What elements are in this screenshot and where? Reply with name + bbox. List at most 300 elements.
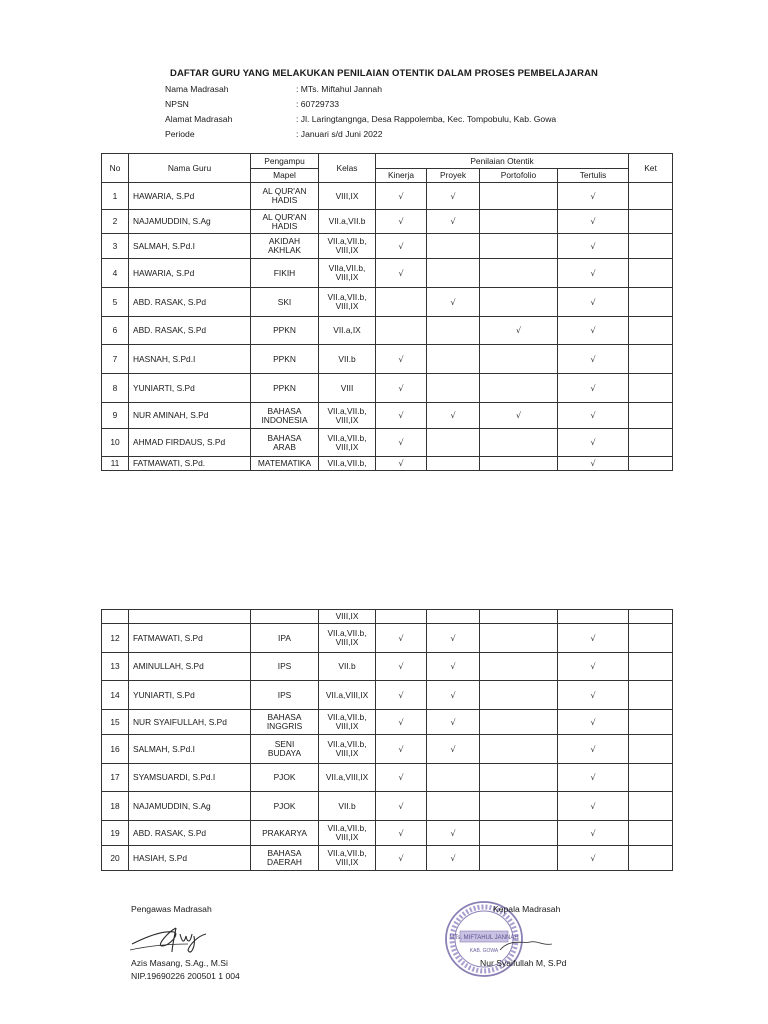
kepala-name: Nur Syaifullah M, S.Pd (480, 958, 567, 968)
cell-kelas-line: VII.a,VII.b, (327, 405, 367, 416)
cell-tertulis: √ (558, 429, 629, 457)
cell-mapel-line: ARAB (273, 441, 296, 452)
header-no: No (102, 154, 129, 183)
cell-mapel-line: BUDAYA (267, 748, 302, 758)
cell-kelas (319, 234, 376, 259)
cell-nama-guru: ABD. RASAK, S.Pd (129, 821, 251, 846)
cell-no: 12 (102, 624, 129, 653)
cell-tertulis: √ (558, 183, 629, 210)
table-row (102, 792, 673, 821)
info-row-nama-madrasah (165, 82, 556, 97)
cell-kinerja: √ (376, 345, 427, 374)
cell-proyek (427, 345, 480, 374)
cell-ket (629, 429, 673, 457)
cell-portofolio (480, 764, 558, 792)
cell-nama-guru: NAJAMUDDIN, S.Ag (129, 792, 251, 821)
cell-kelas-line: VIII,IX (335, 748, 359, 758)
info-value: : Jl. Laringtangnga, Desa Rappolemba, Kec. Tompobulu, Kab. Gowa (296, 114, 557, 124)
cell-proyek: √ (427, 821, 480, 846)
cell-kelas-line: VII.a,VII.b, (327, 823, 367, 833)
cell-kelas (319, 288, 376, 317)
cell-portofolio (480, 457, 558, 471)
cell-tertulis: √ (558, 710, 629, 735)
table-row (102, 234, 673, 259)
cell-ket (629, 259, 673, 288)
cell-mapel-line: DAERAH (267, 857, 302, 867)
cell-portofolio (480, 710, 558, 735)
cell-kelas-line: VII.a,VII.b, (327, 236, 367, 246)
cell-kelas-line: VIII (340, 382, 354, 393)
cell-portofolio (480, 846, 558, 871)
cell-tertulis: √ (558, 403, 629, 429)
cell-mapel (251, 792, 319, 821)
cell-no: 8 (102, 374, 129, 403)
cell-kinerja (376, 610, 427, 624)
cell-proyek: √ (427, 710, 480, 735)
teacher-table-page-1 (101, 153, 673, 471)
header-tertulis: Tertulis (558, 169, 629, 183)
cell-kelas-line: VII.a,VII.b, (327, 848, 367, 858)
cell-nama-guru: FATMAWATI, S.Pd. (129, 457, 251, 471)
cell-proyek (427, 317, 480, 345)
cell-no: 9 (102, 403, 129, 429)
table-row (102, 624, 673, 653)
cell-proyek: √ (427, 681, 480, 710)
cell-proyek (427, 374, 480, 403)
cell-nama-guru: AMINULLAH, S.Pd (129, 653, 251, 681)
cell-tertulis: √ (558, 288, 629, 317)
cell-tertulis: √ (558, 735, 629, 764)
cell-no: 5 (102, 288, 129, 317)
cell-kelas (319, 210, 376, 234)
cell-kinerja: √ (376, 710, 427, 735)
cell-kinerja: √ (376, 183, 427, 210)
cell-kelas (319, 403, 376, 429)
cell-no: 20 (102, 846, 129, 871)
cell-nama-guru: NUR SYAIFULLAH, S.Pd (129, 710, 251, 735)
cell-proyek: √ (427, 846, 480, 871)
info-row-periode (165, 127, 556, 142)
cell-kelas-line: VIII,IX (335, 190, 359, 201)
cell-nama-guru: YUNIARTI, S.Pd (129, 681, 251, 710)
table-row (102, 403, 673, 429)
cell-kinerja: √ (376, 374, 427, 403)
cell-mapel (251, 735, 319, 764)
cell-kelas-line: VII.b (338, 800, 356, 811)
cell-nama-guru: SYAMSUARDI, S.Pd.I (129, 764, 251, 792)
cell-tertulis: √ (558, 764, 629, 792)
cell-kelas (319, 653, 376, 681)
cell-kelas (319, 821, 376, 846)
cell-ket (629, 345, 673, 374)
cell-nama-guru: HASNAH, S.Pd.I (129, 345, 251, 374)
cell-kinerja: √ (376, 234, 427, 259)
table-row (102, 429, 673, 457)
cell-mapel (251, 821, 319, 846)
header-portofolio: Portofolio (480, 169, 558, 183)
cell-ket (629, 624, 673, 653)
cell-mapel-line: INGGRIS (266, 721, 303, 731)
cell-nama-guru: HAWARIA, S.Pd (129, 259, 251, 288)
info-value: : MTs. Miftahul Jannah (296, 84, 382, 94)
cell-mapel (251, 183, 319, 210)
cell-kelas (319, 259, 376, 288)
cell-ket (629, 288, 673, 317)
cell-portofolio (480, 792, 558, 821)
cell-kelas (319, 735, 376, 764)
cell-kelas-line: VIII,IX (335, 441, 359, 452)
cell-proyek (427, 429, 480, 457)
header-kelas: Kelas (319, 154, 376, 183)
cell-mapel-line: BAHASA (267, 848, 302, 858)
cell-nama-guru: ABD. RASAK, S.Pd (129, 288, 251, 317)
table-row (102, 317, 673, 345)
cell-mapel-line: SKI (277, 296, 292, 307)
cell-proyek: √ (427, 653, 480, 681)
cell-kelas-line: VIII,IX (335, 721, 359, 731)
cell-portofolio (480, 183, 558, 210)
cell-portofolio: √ (480, 317, 558, 345)
cell-ket (629, 792, 673, 821)
cell-kelas-line: VII.a,VIII,IX (325, 772, 369, 782)
header-kinerja: Kinerja (376, 169, 427, 183)
cell-mapel-line: AL QUR'AN (262, 186, 307, 196)
cell-kelas (319, 624, 376, 653)
cell-nama-guru: SALMAH, S.Pd.I (129, 234, 251, 259)
info-row-alamat (165, 112, 556, 127)
cell-kelas-line: VII.b (338, 353, 356, 364)
cell-mapel-line: SENI (274, 739, 295, 749)
kepala-role: Kepala Madrasah (493, 904, 561, 914)
cell-tertulis: √ (558, 374, 629, 403)
cell-mapel (251, 653, 319, 681)
cell-kelas-line: VIIa,VII.b, (328, 263, 366, 273)
cell-ket (629, 457, 673, 471)
cell-kelas (319, 183, 376, 210)
table-row (102, 210, 673, 234)
cell-kinerja: √ (376, 653, 427, 681)
cell-ket (629, 846, 673, 871)
cell-tertulis: √ (558, 624, 629, 653)
cell-portofolio (480, 735, 558, 764)
cell-kinerja: √ (376, 210, 427, 234)
teacher-table-page-2 (101, 609, 673, 871)
cell-kelas-line: VII.a,VII.b, (327, 739, 367, 749)
cell-mapel-line: BAHASA (267, 405, 302, 416)
cell-kelas-line: VII.a,VII.b, (327, 712, 367, 722)
cell-tertulis (558, 610, 629, 624)
cell-nama-guru: HAWARIA, S.Pd (129, 183, 251, 210)
header-pengampu: Pengampu (251, 154, 319, 169)
svg-text:KAB. GOWA: KAB. GOWA (469, 948, 499, 954)
cell-mapel-line: PJOK (273, 772, 296, 782)
cell-mapel (251, 457, 319, 471)
cell-no: 15 (102, 710, 129, 735)
cell-proyek (427, 792, 480, 821)
cell-nama-guru: ABD. RASAK, S.Pd (129, 317, 251, 345)
cell-kelas-line: VIII,IX (335, 611, 359, 621)
header-ket: Ket (629, 154, 673, 183)
cell-nama-guru: YUNIARTI, S.Pd (129, 374, 251, 403)
cell-mapel-line: HADIS (271, 195, 298, 205)
cell-no: 13 (102, 653, 129, 681)
cell-portofolio (480, 610, 558, 624)
table-row (102, 345, 673, 374)
cell-tertulis: √ (558, 457, 629, 471)
cell-kinerja: √ (376, 792, 427, 821)
cell-ket (629, 403, 673, 429)
cell-portofolio (480, 210, 558, 234)
document-title: DAFTAR GURU YANG MELAKUKAN PENILAIAN OTENTIK DALAM PROSES PEMBELAJARAN (169, 68, 598, 79)
cell-ket (629, 821, 673, 846)
cell-mapel-line: IPS (277, 661, 292, 671)
table-row (102, 653, 673, 681)
cell-kinerja: √ (376, 821, 427, 846)
cell-mapel-line: AKHLAK (267, 245, 302, 255)
cell-kelas-line: VII.b (338, 661, 356, 671)
cell-tertulis: √ (558, 234, 629, 259)
pengawas-name: Azis Masang, S.Ag., M.Si (131, 958, 228, 968)
cell-kelas-line: VII.a,VII.b, (327, 292, 367, 302)
cell-no: 16 (102, 735, 129, 764)
cell-kelas (319, 710, 376, 735)
cell-portofolio: √ (480, 403, 558, 429)
cell-mapel (251, 259, 319, 288)
table-row (102, 183, 673, 210)
cell-kelas-line: VIII,IX (335, 832, 359, 842)
cell-kelas-line: VIII,IX (335, 857, 359, 867)
table-row (102, 821, 673, 846)
cell-ket (629, 681, 673, 710)
cell-mapel (251, 234, 319, 259)
cell-nama-guru: NUR AMINAH, S.Pd (129, 403, 251, 429)
cell-kelas-line: VIII,IX (335, 272, 359, 282)
cell-mapel-line: PPKN (273, 325, 296, 335)
cell-portofolio (480, 345, 558, 374)
cell-mapel-line: PJOK (273, 800, 296, 811)
cell-kinerja: √ (376, 735, 427, 764)
cell-nama-guru: HASIAH, S.Pd (129, 846, 251, 871)
cell-no: 18 (102, 792, 129, 821)
cell-proyek: √ (427, 403, 480, 429)
info-label: Nama Madrasah (165, 84, 229, 94)
cell-no: 6 (102, 317, 129, 345)
cell-nama-guru: NAJAMUDDIN, S.Ag (129, 210, 251, 234)
cell-portofolio (480, 288, 558, 317)
cell-kinerja (376, 317, 427, 345)
cell-kelas-line: VIII,IX (335, 301, 359, 311)
cell-mapel (251, 624, 319, 653)
cell-kelas (319, 610, 376, 624)
cell-nama-guru: FATMAWATI, S.Pd (129, 624, 251, 653)
cell-proyek: √ (427, 624, 480, 653)
cell-ket (629, 764, 673, 792)
cell-nama-guru: AHMAD FIRDAUS, S.Pd (129, 429, 251, 457)
cell-mapel-line: BAHASA (267, 432, 302, 443)
cell-mapel (251, 710, 319, 735)
cell-no: 4 (102, 259, 129, 288)
header-row-top (102, 154, 673, 169)
cell-tertulis: √ (558, 681, 629, 710)
cell-kinerja: √ (376, 764, 427, 792)
cell-mapel (251, 403, 319, 429)
cell-kelas-line: VII.a,VII.b, (327, 432, 367, 443)
cell-no: 17 (102, 764, 129, 792)
cell-portofolio (480, 624, 558, 653)
info-value: : 60729733 (296, 99, 340, 109)
cell-kelas-line: VII.a,VIII,IX (325, 689, 369, 700)
cell-mapel (251, 317, 319, 345)
cell-mapel-line: FIKIH (273, 267, 296, 278)
info-value: : Januari s/d Juni 2022 (296, 129, 383, 139)
table-row (102, 457, 673, 471)
cell-kinerja: √ (376, 681, 427, 710)
cell-no (102, 610, 129, 624)
cell-kinerja: √ (376, 259, 427, 288)
cell-portofolio (480, 681, 558, 710)
cell-portofolio (480, 429, 558, 457)
cell-mapel-line: HADIS (271, 220, 298, 231)
cell-kelas (319, 792, 376, 821)
cell-kinerja: √ (376, 403, 427, 429)
cell-kelas-line: VIII,IX (335, 414, 359, 425)
table-row (102, 610, 673, 624)
cell-nama-guru (129, 610, 251, 624)
cell-kelas (319, 681, 376, 710)
cell-kelas-line: VII.a,IX (333, 325, 361, 335)
cell-mapel-line: MATEMATIKA (257, 458, 312, 468)
cell-tertulis: √ (558, 345, 629, 374)
cell-ket (629, 735, 673, 764)
cell-ket (629, 610, 673, 624)
cell-mapel-line: IPA (278, 632, 291, 643)
cell-no: 2 (102, 210, 129, 234)
cell-no: 1 (102, 183, 129, 210)
cell-kinerja: √ (376, 457, 427, 471)
cell-mapel (251, 610, 319, 624)
cell-kinerja: √ (376, 846, 427, 871)
cell-ket (629, 183, 673, 210)
pengawas-role: Pengawas Madrasah (131, 904, 212, 914)
cell-proyek (427, 457, 480, 471)
school-info (165, 82, 556, 142)
cell-tertulis: √ (558, 792, 629, 821)
cell-mapel-line: IPS (277, 689, 292, 700)
cell-kelas-line: VIII,IX (335, 245, 359, 255)
info-label: Periode (165, 129, 195, 139)
cell-mapel-line: PPKN (273, 353, 296, 364)
table-row (102, 735, 673, 764)
cell-no: 10 (102, 429, 129, 457)
cell-tertulis: √ (558, 317, 629, 345)
cell-proyek: √ (427, 288, 480, 317)
cell-mapel (251, 210, 319, 234)
cell-tertulis: √ (558, 653, 629, 681)
cell-kelas-line: VII.a,VII.b, (327, 458, 367, 468)
cell-proyek (427, 234, 480, 259)
cell-ket (629, 653, 673, 681)
table-row (102, 764, 673, 792)
cell-kelas (319, 846, 376, 871)
cell-proyek (427, 610, 480, 624)
table-row (102, 710, 673, 735)
cell-no: 3 (102, 234, 129, 259)
cell-ket (629, 710, 673, 735)
cell-no: 19 (102, 821, 129, 846)
cell-kelas (319, 374, 376, 403)
cell-mapel (251, 345, 319, 374)
cell-kinerja: √ (376, 624, 427, 653)
info-row-npsn (165, 97, 556, 112)
cell-proyek (427, 764, 480, 792)
table-row (102, 846, 673, 871)
cell-mapel (251, 288, 319, 317)
cell-mapel-line: PRAKARYA (262, 827, 307, 838)
cell-mapel (251, 374, 319, 403)
cell-kinerja (376, 288, 427, 317)
cell-nama-guru: SALMAH, S.Pd.I (129, 735, 251, 764)
cell-kelas (319, 429, 376, 457)
pengawas-nip: NIP.19690226 200501 1 004 (131, 971, 240, 981)
header-penilaian-otentik: Penilaian Otentik (376, 154, 629, 169)
cell-tertulis: √ (558, 259, 629, 288)
info-label: Alamat Madrasah (165, 114, 233, 124)
cell-mapel (251, 846, 319, 871)
cell-ket (629, 210, 673, 234)
table-row (102, 681, 673, 710)
header-nama-guru: Nama Guru (129, 154, 251, 183)
cell-ket (629, 317, 673, 345)
cell-ket (629, 234, 673, 259)
pengawas-signature-block (131, 903, 240, 983)
cell-proyek: √ (427, 210, 480, 234)
cell-kelas (319, 457, 376, 471)
cell-portofolio (480, 259, 558, 288)
cell-kelas-line: VII.a,VII.b (328, 216, 366, 226)
info-label: NPSN (165, 99, 189, 109)
cell-kelas-line: VII.a,VII.b, (327, 628, 367, 638)
header-mapel: Mapel (251, 169, 319, 183)
cell-tertulis: √ (558, 821, 629, 846)
cell-mapel-line: PPKN (273, 382, 296, 393)
cell-no: 14 (102, 681, 129, 710)
cell-proyek (427, 259, 480, 288)
cell-mapel (251, 429, 319, 457)
cell-no: 11 (102, 457, 129, 471)
cell-tertulis: √ (558, 210, 629, 234)
cell-proyek: √ (427, 183, 480, 210)
cell-tertulis: √ (558, 846, 629, 871)
cell-mapel-line: BAHASA (267, 712, 302, 722)
cell-mapel (251, 764, 319, 792)
cell-mapel-line: AKIDAH (268, 236, 301, 246)
cell-kelas (319, 317, 376, 345)
cell-portofolio (480, 821, 558, 846)
cell-mapel-line: AL QUR'AN (262, 211, 307, 222)
cell-portofolio (480, 653, 558, 681)
cell-kinerja: √ (376, 429, 427, 457)
table-row (102, 259, 673, 288)
svg-text:MTs. MIFTAHUL JANNAH: MTs. MIFTAHUL JANNAH (449, 935, 519, 941)
cell-kelas (319, 345, 376, 374)
table-row (102, 288, 673, 317)
cell-proyek: √ (427, 735, 480, 764)
cell-portofolio (480, 234, 558, 259)
cell-mapel-line: INDONESIA (261, 414, 308, 425)
cell-ket (629, 374, 673, 403)
cell-portofolio (480, 374, 558, 403)
cell-no: 7 (102, 345, 129, 374)
